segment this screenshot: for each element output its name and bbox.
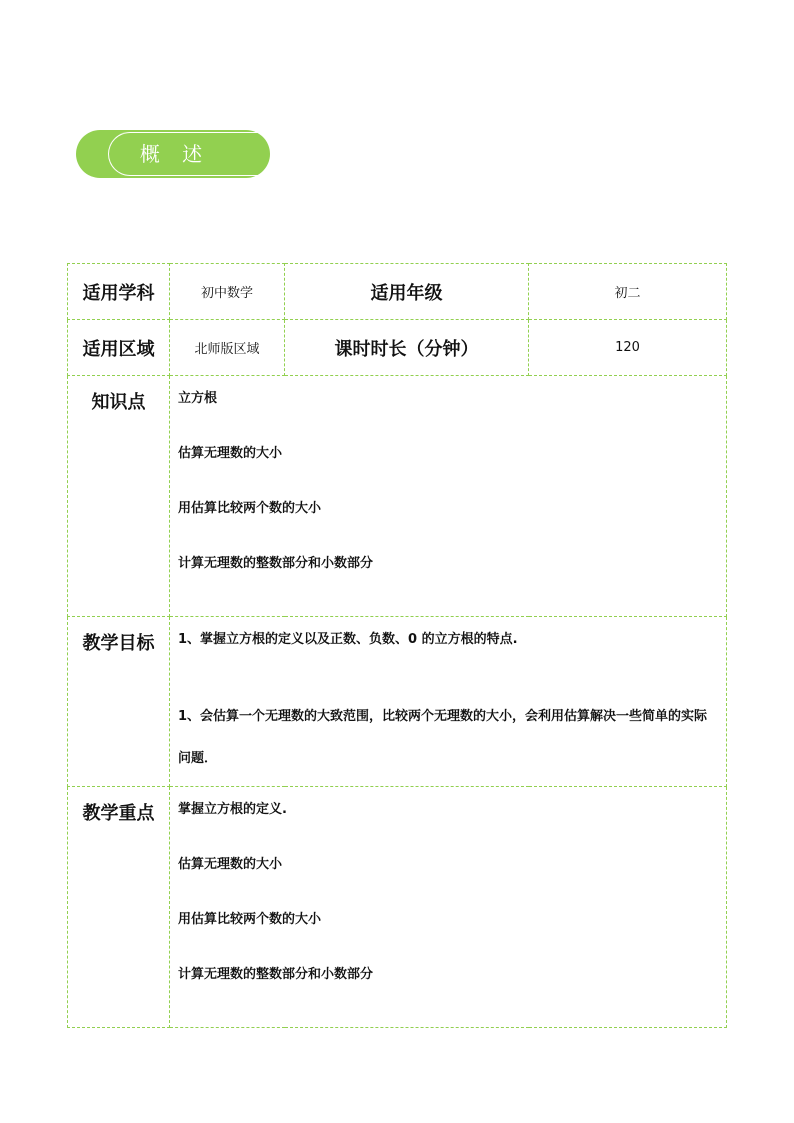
region-value: 北师版区域	[170, 320, 285, 376]
key-points-label: 教学重点	[68, 787, 170, 1028]
table-row	[68, 376, 727, 617]
list-item: 用估算比较两个数的大小	[178, 912, 322, 927]
duration-value: 120	[529, 320, 727, 376]
grade-value: 初二	[529, 264, 727, 320]
list-item: 估算无理数的大小	[178, 446, 283, 461]
list-item: 立方根	[178, 391, 218, 406]
key-points-content	[170, 787, 727, 1028]
list-item: 1、会估算一个无理数的大致范围，比较两个无理数的大小，会利用估算解决一些简单的实际问题．	[178, 709, 708, 766]
goals-content	[170, 617, 727, 787]
table-row	[68, 264, 727, 320]
list-item: 计算无理数的整数部分和小数部分	[178, 967, 374, 982]
table-row	[68, 617, 727, 787]
list-item: 用估算比较两个数的大小	[178, 501, 322, 516]
table-row	[68, 787, 727, 1028]
course-info-table	[67, 263, 727, 1028]
list-item: 估算无理数的大小	[178, 857, 283, 872]
section-title: 概 述	[139, 142, 211, 166]
subject-label: 适用学科	[68, 264, 170, 320]
knowledge-label: 知识点	[68, 376, 170, 617]
list-item: 掌握立方根的定义.	[178, 802, 287, 817]
region-label: 适用区域	[68, 320, 170, 376]
grade-label: 适用年级	[285, 264, 529, 320]
section-banner	[76, 130, 270, 178]
list-item: 1、掌握立方根的定义以及正数、负数、0 的立方根的特点.	[178, 632, 518, 647]
goals-label: 教学目标	[68, 617, 170, 787]
table-row	[68, 320, 727, 376]
knowledge-content	[170, 376, 727, 617]
subject-value: 初中数学	[170, 264, 285, 320]
duration-label: 课时时长（分钟）	[285, 320, 529, 376]
list-item: 计算无理数的整数部分和小数部分	[178, 556, 374, 571]
